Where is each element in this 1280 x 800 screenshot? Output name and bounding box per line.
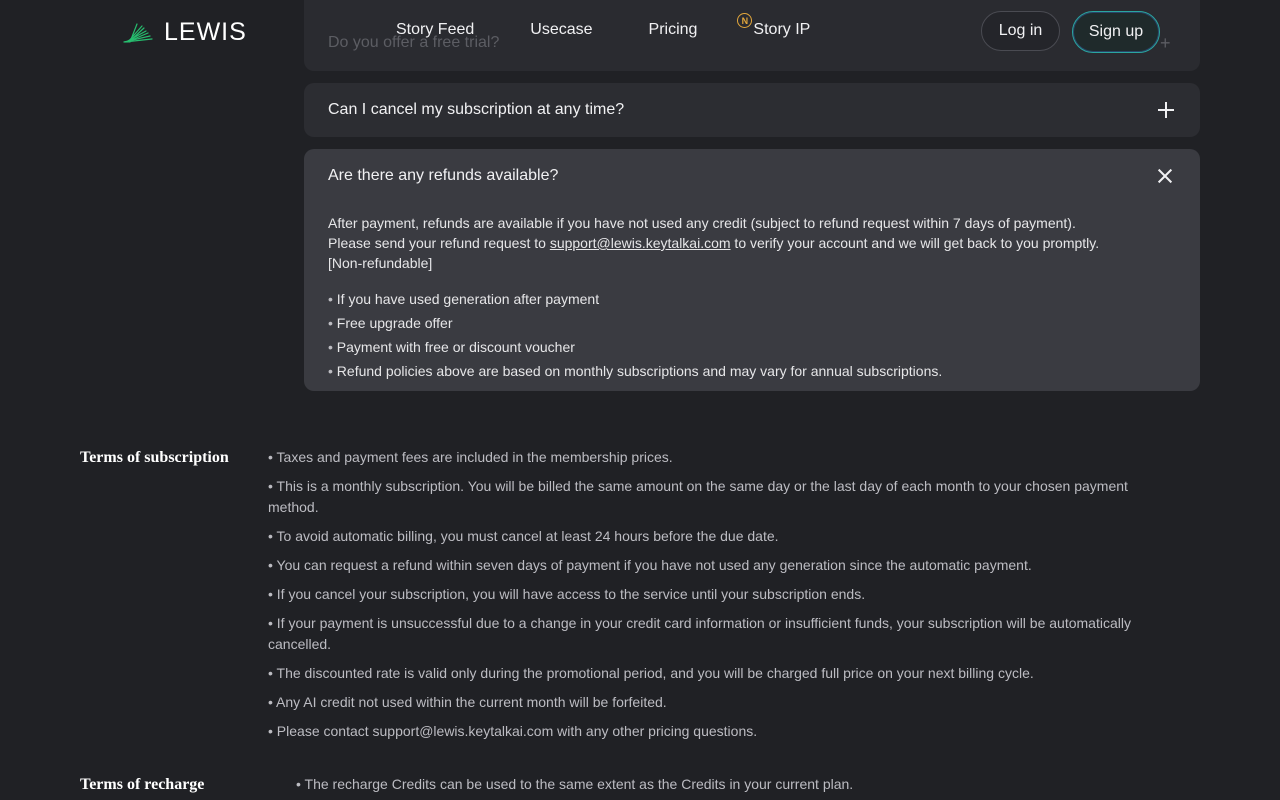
terms-subscription-list xyxy=(268,447,1168,750)
list-item: • To avoid automatic billing, you must cancel at least 24 hours before the due date. xyxy=(268,526,1168,547)
logo-text: LEWIS xyxy=(164,18,247,46)
close-icon[interactable] xyxy=(1158,169,1172,183)
terms-recharge-heading: Terms of recharge xyxy=(80,776,205,793)
faq-item-refunds xyxy=(304,149,1200,391)
site-header xyxy=(0,0,1280,64)
support-email-link[interactable]: support@lewis.keytalkai.com xyxy=(549,235,731,251)
faq-question-partial: Do you offer a free trial? xyxy=(328,34,500,51)
nav-usecase[interactable]: Usecase xyxy=(530,21,593,38)
list-item: • The recharge Credits can be used to the same extent as the Credits in your current plan. xyxy=(296,774,1176,795)
refund-answer-text: to verify your account and we will get back to you promptly. xyxy=(730,235,1100,251)
list-item: • This is a monthly subscription. You will be billed the same amount on the same day or the last day of each month to your chosen payment method. xyxy=(268,476,1168,518)
plus-icon[interactable] xyxy=(1158,102,1174,118)
nav-story-feed[interactable]: Story Feed xyxy=(396,21,475,38)
list-item: • Taxes and payment fees are included in the membership prices. xyxy=(268,447,1168,468)
terms-subscription-heading: Terms of subscription xyxy=(80,449,229,466)
faq-question: Can I cancel my subscription at any time? xyxy=(328,101,625,118)
list-item: • Any AI credit not used within the current month will be forfeited. xyxy=(268,692,1168,713)
list-item: • If you have used generation after payment xyxy=(328,287,1168,311)
refund-list xyxy=(328,287,1168,383)
logo[interactable] xyxy=(120,18,247,47)
refund-answer-line2 xyxy=(328,233,1168,253)
list-item: • The discounted rate is valid only during the promotional period, and you will be charged full price on your next billing cycle. xyxy=(268,663,1168,684)
terms-recharge-list xyxy=(296,774,1176,800)
faq-answer xyxy=(328,213,1168,383)
faq-question[interactable]: Are there any refunds available? xyxy=(328,167,559,184)
list-item: • Refund policies above are based on monthly subscriptions and may vary for annual subscriptions. xyxy=(328,359,1168,383)
list-item: • Free upgrade offer xyxy=(328,311,1168,335)
nav-story-ip-label: Story IP xyxy=(753,21,811,38)
main-nav xyxy=(396,15,811,39)
list-item: • If your payment is unsuccessful due to a change in your credit card information or insufficient funds, your subscription will be automatically cancelled. xyxy=(268,613,1168,655)
nav-story-ip[interactable] xyxy=(741,15,811,39)
list-item: • You can request a refund within seven days of payment if you have not used any generation since the automatic payment. xyxy=(268,555,1168,576)
refund-answer-line1: After payment, refunds are available if you have not used any credit (subject to refund request within 7 days of payment). xyxy=(328,215,1076,231)
new-badge: N xyxy=(737,13,752,28)
list-item: • Payment with free or discount voucher xyxy=(328,335,1168,359)
login-button[interactable]: Log in xyxy=(981,11,1060,51)
list-item: • If you cancel your subscription, you will have access to the service until your subscription ends. xyxy=(268,584,1168,605)
refund-answer-text: Please send your refund request to xyxy=(328,235,550,251)
faq-item-cancel[interactable] xyxy=(304,83,1200,137)
refund-answer-line3: [Non-refundable] xyxy=(328,255,433,271)
nav-pricing[interactable]: Pricing xyxy=(648,21,698,38)
signup-button[interactable]: Sign up xyxy=(1072,11,1160,53)
plus-icon: + xyxy=(1160,33,1171,53)
list-item: • Please contact support@lewis.keytalkai.com with any other pricing questions. xyxy=(268,721,1168,742)
logo-icon xyxy=(120,22,156,44)
